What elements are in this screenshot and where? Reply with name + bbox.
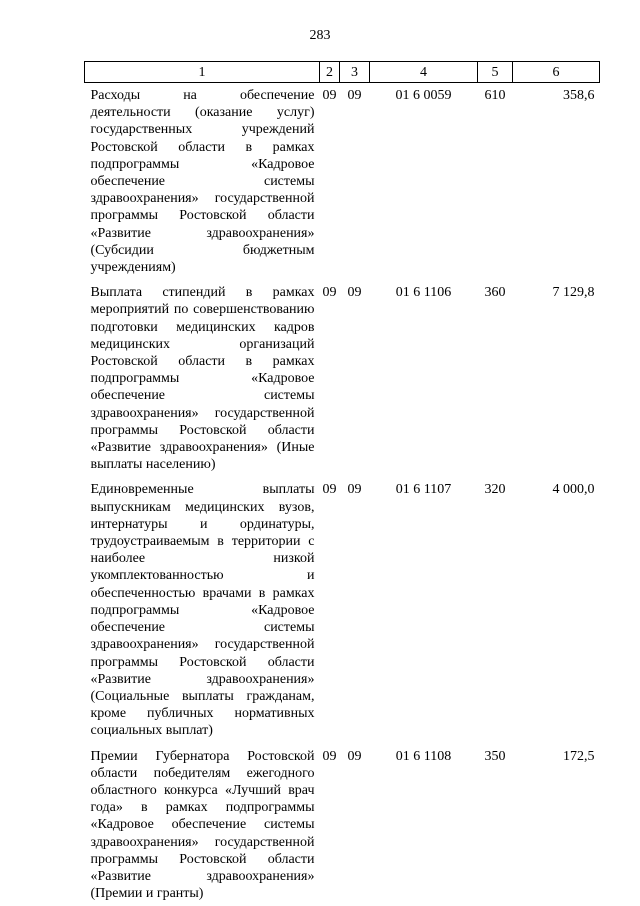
header-col-4: 4: [370, 62, 478, 83]
row-expense-type: 610: [484, 88, 506, 103]
row-section: 09: [322, 88, 337, 103]
row-amount: 172,5: [563, 748, 595, 764]
row-target-code: 01 6 0059: [395, 88, 452, 103]
row-subsection: 09: [347, 88, 362, 103]
row-section: 09: [322, 285, 337, 301]
row-section: 09: [322, 748, 337, 764]
row-description: Выплата стипендий в рамках мероприятий по совершенствованию подготовки медицинских кадров медицинских организаций Ростовской области в рамках подпрограммы «Кадровое обеспечение системы здравоохранения» государственной программы Ростовской области «Развитие здравоохранения» (Иные выплаты населению): [90, 285, 315, 473]
table-header: [85, 62, 600, 83]
table-row: [85, 477, 600, 743]
row-expense-type: 360: [484, 285, 506, 301]
row-description: Единовременные выплаты выпускникам медицинских вузов, интернатуры и ординатуры, трудоустраиваемым в территории с наиболее низкой укомплектованностью и обеспеченностью врачами в рамках подпрограммы «Кадровое обеспечение системы здравоохранения» государственной программы Ростовской области «Развитие здравоохранения» (Социальные выплаты гражданам, кроме публичных нормативных социальных выплат): [90, 482, 315, 739]
header-col-5: 5: [478, 62, 513, 83]
row-section: 09: [322, 482, 337, 498]
row-subsection: 09: [347, 285, 362, 301]
row-subsection: 09: [347, 748, 362, 764]
row-target-code: 01 6 1107: [395, 482, 452, 498]
row-description: Премии Губернатора Ростовской области победителям ежегодного областного конкурса «Лучший врач года» в рамках подпрограммы «Кадровое обеспечение системы здравоохранения» государственной программы Ростовской области «Развитие здравоохранения» (Премии и гранты): [90, 748, 315, 902]
header-col-3: 3: [340, 62, 370, 83]
page-number: 283: [309, 28, 331, 43]
row-description: Расходы на обеспечение деятельности (оказание услуг) государственных учреждений Ростовской области в рамках подпрограммы «Кадровое обеспечение системы здравоохранения» государственной программы Ростовской области «Развитие здравоохранения» (Субсидии бюджетным учреждениям): [90, 88, 315, 276]
header-row: [85, 62, 600, 83]
budget-table: [84, 61, 600, 906]
header-col-1: 1: [85, 62, 320, 83]
row-subsection: 09: [347, 482, 362, 498]
row-amount: 358,6: [563, 88, 595, 103]
row-expense-type: 350: [484, 748, 506, 764]
row-amount: 4 000,0: [552, 482, 595, 498]
header-col-6: 6: [513, 62, 600, 83]
table-row: [85, 744, 600, 906]
row-target-code: 01 6 1108: [395, 748, 452, 764]
row-amount: 7 129,8: [552, 285, 595, 301]
table-row: [85, 280, 600, 477]
row-target-code: 01 6 1106: [395, 285, 452, 301]
table-row: [85, 83, 600, 281]
row-expense-type: 320: [484, 482, 506, 498]
header-col-2: 2: [320, 62, 340, 83]
